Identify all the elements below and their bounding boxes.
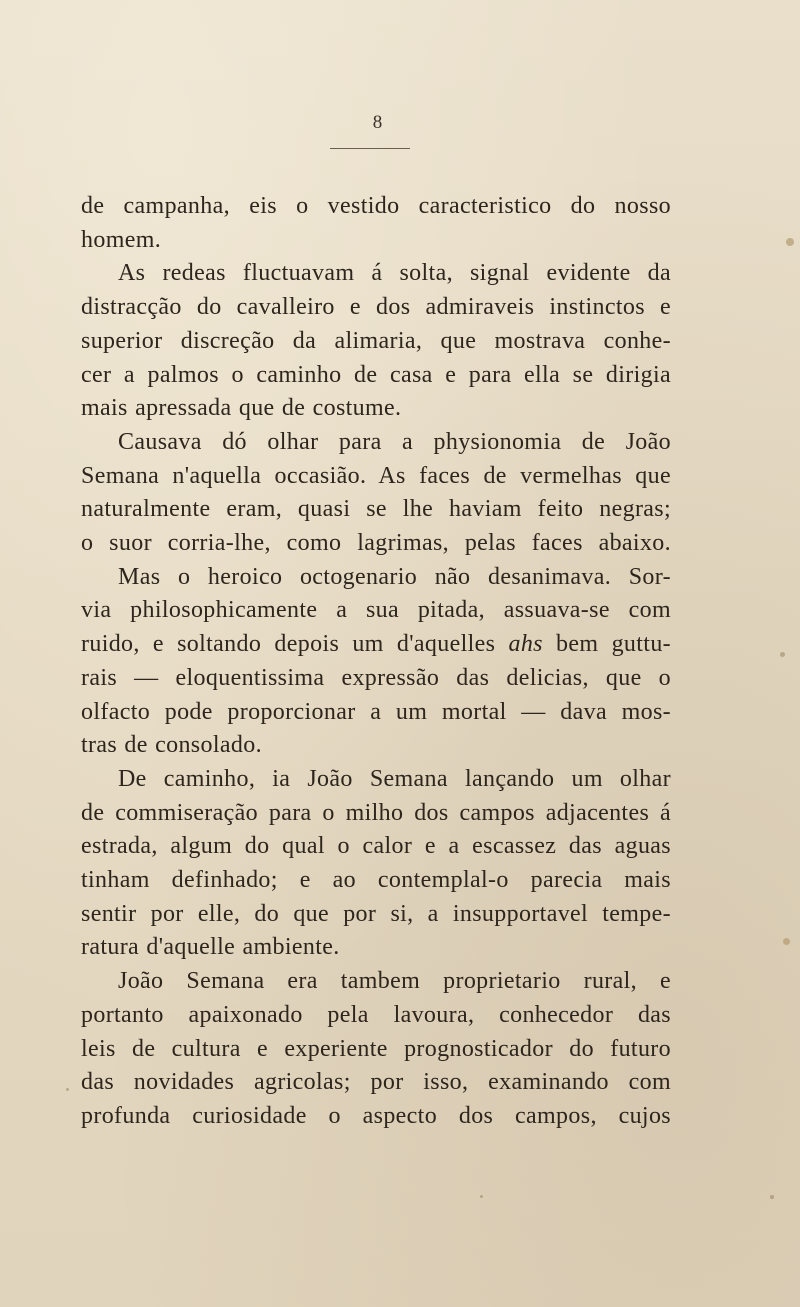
text-line: tinham definhado; e ao contemplal-o parecia mais <box>81 867 671 894</box>
text-line <box>81 628 671 662</box>
text-line: As redeas fluctuavam á solta, signal evidente da <box>118 260 671 287</box>
text-line: De caminho, ia João Semana lançando um olhar <box>118 765 671 792</box>
paragraph <box>81 561 671 763</box>
text-line: distracção do cavalleiro e dos admiraveis instinctos e <box>81 294 671 321</box>
text-line: tras de consolado. <box>81 732 262 759</box>
paper-speck <box>783 938 790 945</box>
text-line: mais apressada que de costume. <box>81 395 402 422</box>
text-line: homem. <box>81 226 162 253</box>
text-line: ratura d'aquelle ambiente. <box>81 934 340 961</box>
paragraph <box>81 257 671 426</box>
text-line: superior discreção da alimaria, que mostrava conhe- <box>81 327 671 354</box>
text-span: ruido, e soltando depois um d'aquelles <box>81 631 509 658</box>
paper-speck <box>66 1088 69 1091</box>
header-rule <box>330 148 410 149</box>
paragraph <box>81 426 671 561</box>
page-number: 8 <box>372 112 384 133</box>
text-line: cer a palmos o caminho de casa e para ella se dirigia <box>81 361 671 388</box>
text-line: João Semana era tambem proprietario rural, e <box>118 968 671 995</box>
text-line: Causava dó olhar para a physionomia de João <box>118 428 671 455</box>
text-line: Semana n'aquella occasião. As faces de vermelhas que <box>81 462 671 489</box>
text-line: via philosophicamente a sua pitada, assuava-se com <box>81 597 671 624</box>
paper-speck <box>770 1195 774 1199</box>
text-line: portanto apaixonado pela lavoura, conhecedor das <box>81 1001 671 1028</box>
body-text <box>81 190 671 1134</box>
text-line: das novidades agricolas; por isso, examinando com <box>81 1069 671 1096</box>
text-line: profunda curiosidade o aspecto dos campos, cujos <box>81 1102 671 1129</box>
italic-word: ahs <box>508 631 543 658</box>
paper-speck <box>780 652 785 657</box>
text-line: naturalmente eram, quasi se lhe haviam feito negras; <box>81 496 671 523</box>
paragraph <box>81 965 671 1134</box>
text-line: sentir por elle, do que por si, a insupportavel tempe- <box>81 900 671 927</box>
paragraph <box>81 763 671 965</box>
text-line: leis de cultura e experiente prognosticador do futuro <box>81 1035 671 1062</box>
text-line: estrada, algum do qual o calor e a escassez das aguas <box>81 833 671 860</box>
paper-speck <box>786 238 794 246</box>
text-line: de commiseração para o milho dos campos adjacentes á <box>81 799 671 826</box>
text-line: Mas o heroico octogenario não desanimava. Sor- <box>118 563 671 590</box>
text-line: de campanha, eis o vestido caracteristico do nosso <box>81 193 671 219</box>
paragraph <box>81 190 671 257</box>
paper-speck <box>480 1195 483 1198</box>
text-line: olfacto pode proporcionar a um mortal — dava mos- <box>81 698 671 725</box>
text-line: o suor corria-lhe, como lagrimas, pelas faces abaixo. <box>81 530 671 557</box>
text-line: rais — eloquentissima expressão das delicias, que o <box>81 664 671 691</box>
text-span: bem guttu- <box>542 631 672 658</box>
